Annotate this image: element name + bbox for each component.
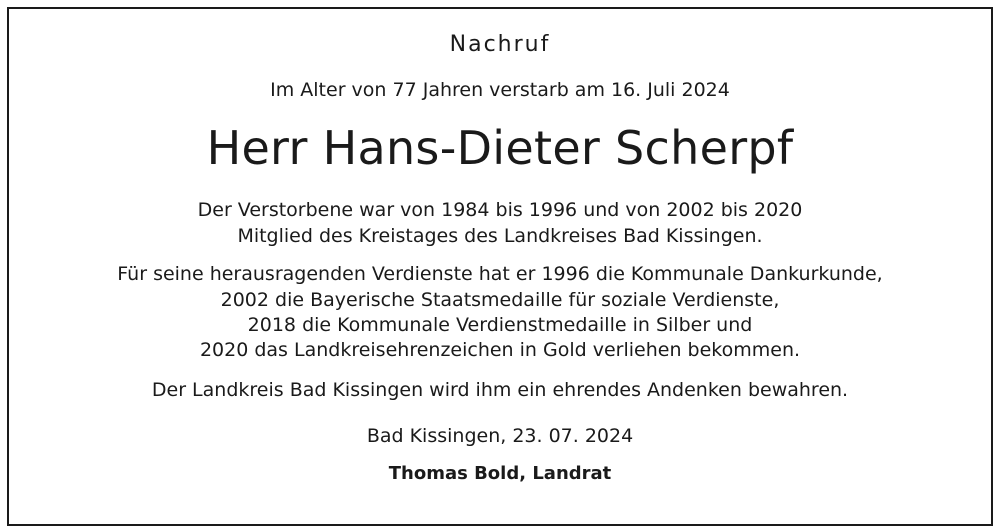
signature: Thomas Bold, Landrat [388, 463, 612, 484]
honors-line-1: Für seine herausragenden Verdienste hat er 1996 die Kommunale Dankurkunde, [117, 263, 883, 285]
notice-heading: Nachruf [449, 32, 551, 57]
deceased-name: Herr Hans-Dieter Scherpf [206, 121, 794, 175]
honors-line-3: 2018 die Kommunale Verdienstmedaille in Silber und [247, 314, 753, 336]
career-line-1: Der Verstorbene war von 1984 bis 1996 und von 2002 bis 2020 [197, 199, 803, 221]
closing-line: Der Landkreis Bad Kissingen wird ihm ein ehrendes Andenken bewahren. [151, 379, 849, 401]
death-date-line: Im Alter von 77 Jahren verstarb am 16. Juli 2024 [270, 79, 730, 101]
place-date: Bad Kissingen, 23. 07. 2024 [366, 425, 634, 447]
career-line-2: Mitglied des Kreistages des Landkreises Bad Kissingen. [237, 225, 763, 247]
honors-line-2: 2002 die Bayerische Staatsmedaille für soziale Verdienste, [220, 289, 780, 311]
honors-line-4: 2020 das Landkreisehrenzeichen in Gold verliehen bekommen. [199, 339, 801, 361]
